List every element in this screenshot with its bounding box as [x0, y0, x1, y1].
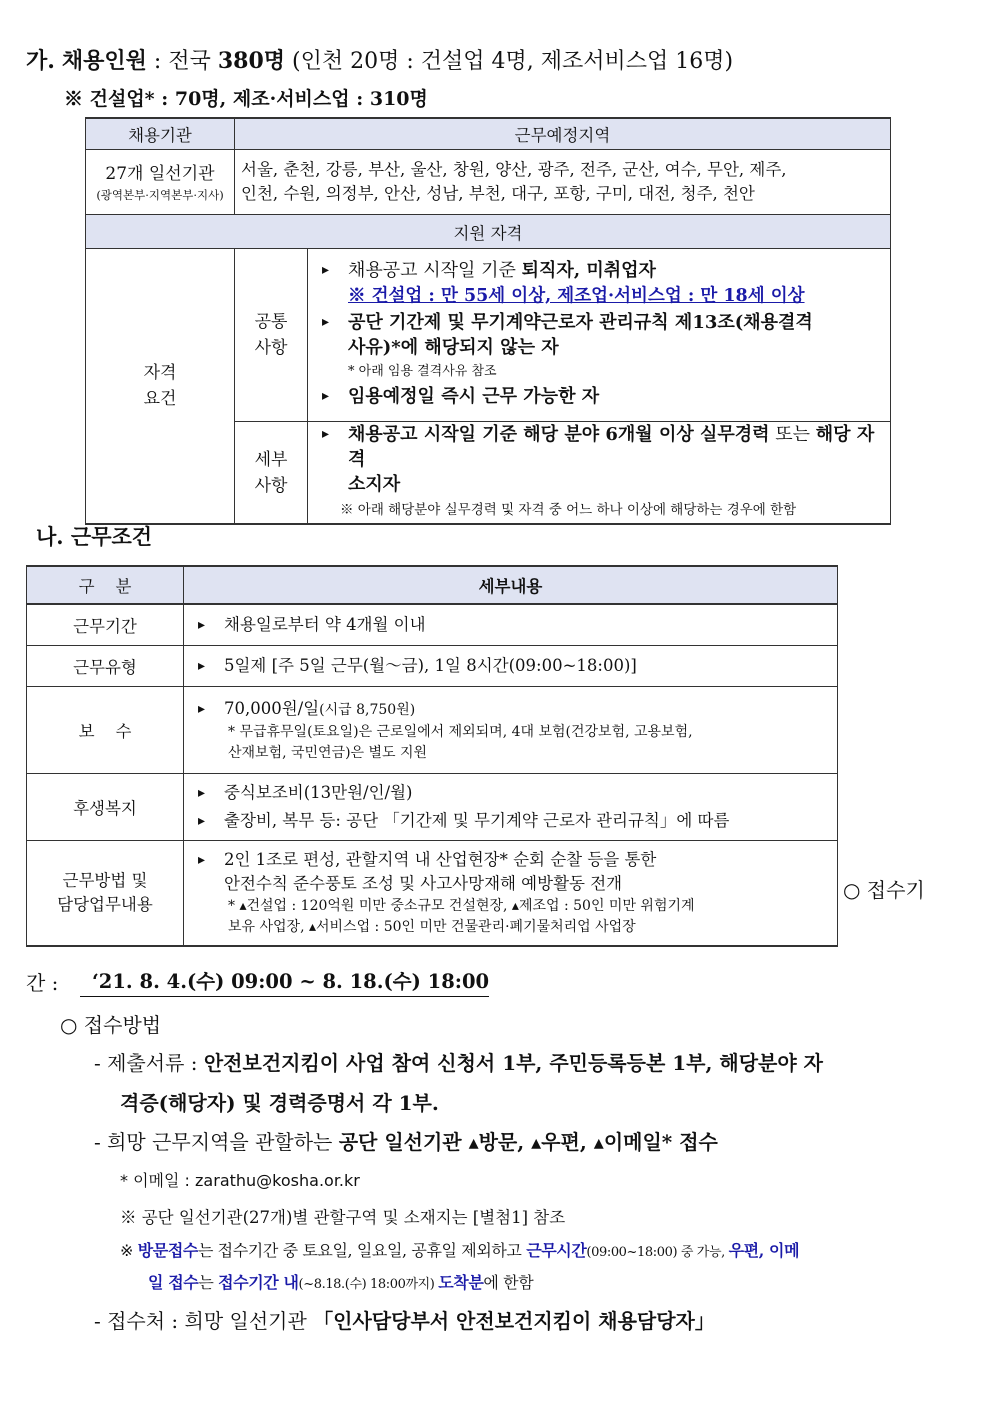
- period-cell: [184, 604, 838, 646]
- visit-note-end: 에 한함: [483, 1273, 534, 1292]
- place-prefix: - 접수처 : 희망 일선기관: [94, 1309, 314, 1333]
- docs-line-2: 격증(해당자) 및 경력증명서 각 1부.: [120, 1091, 439, 1115]
- visit-note-line-1: [120, 1238, 799, 1261]
- visit-note-text-3: 는: [198, 1273, 219, 1292]
- common-item-1-note: ※ 건설업 : 만 55세 이상, 제조업·서비스업 : 만 18세 이상: [348, 285, 805, 306]
- common-label-2: 사항: [254, 338, 288, 358]
- section-a-prefix: 가.: [26, 48, 55, 74]
- pay-hourly: (시급 8,750원): [319, 701, 416, 718]
- place-value: 「인사담당부서 안전보건지킴이 채용담당자」: [313, 1309, 715, 1333]
- email-line: [120, 1168, 360, 1191]
- work-conditions-table: [26, 565, 838, 947]
- detail-label: [235, 422, 308, 525]
- institution-label: 27개 일선기관: [105, 164, 215, 184]
- pay-cell: [184, 687, 838, 774]
- region-cell: [235, 150, 891, 215]
- detail-label-2: 사항: [254, 475, 288, 496]
- visit-note-hours: 근무시간: [526, 1241, 587, 1260]
- common-label-1: 공통: [254, 312, 288, 332]
- type-text: ▸ 5일제 [주 5일 근무(월～금), 1일 8시간(09:00~18:00)]: [224, 654, 829, 678]
- email-link[interactable]: zarathu@kosha.or.kr: [195, 1171, 360, 1190]
- apply-channels: 공단 일선기관 ▴방문, ▴우편, ▴이메일* 접수: [338, 1130, 718, 1154]
- common-item-1: [308, 258, 890, 283]
- detail-item-bold-2: 해당 자격: [348, 424, 875, 470]
- detail-item-bold: 채용공고 시작일 기준 해당 분야 6개월 이상 실무경력: [348, 424, 770, 445]
- requirements-label-1: 자격: [143, 363, 177, 383]
- reception-period-value: ‘21. 8. 4.(수) 09:00 ~ 8. 18.(수) 18:00: [80, 966, 489, 997]
- pay-item: [224, 697, 829, 722]
- method-line-2: 안전수칙 준수풍토 조성 및 사고사망재해 예방활동 전개: [224, 874, 623, 893]
- institution-cell: [86, 150, 235, 215]
- welfare-item-2: ▸ 출장비, 복무 등: 공단 「기간제 및 무기계약 근로자 관리규칙」에 따름: [224, 807, 829, 835]
- visit-note-deadline: (~8.18.(수) 18:00까지): [298, 1277, 439, 1292]
- method-cell: [184, 841, 838, 947]
- welfare-cell: [184, 774, 838, 841]
- visit-note-mail-2: 일 접수: [148, 1273, 199, 1292]
- recruitment-table: [85, 117, 891, 525]
- col-header-details: 세부내용: [184, 566, 838, 604]
- institution-sub: (광역본부·지역본부·지사): [96, 188, 224, 202]
- section-a-subnote: ※ 건설업* : 70명, 제조·서비스업 : 310명: [64, 88, 428, 110]
- pay-note: [224, 722, 829, 764]
- common-item-1-bold: 퇴직자, 미취업자: [521, 259, 656, 281]
- docs-prefix: - 제출서류 :: [94, 1051, 204, 1075]
- section-b-heading: 나. 근무조건: [36, 524, 153, 549]
- institution-note: ※ 공단 일선기관(27개)별 관할구역 및 소재지는 [별첨1] 참조: [120, 1208, 566, 1227]
- period-text: ▸ 채용일로부터 약 4개월 이내: [224, 613, 829, 637]
- detail-item-mid: 또는: [769, 424, 816, 445]
- detail-content: [308, 422, 891, 525]
- common-item-3: ▸ 임용예정일 즉시 근무 가능한 자: [308, 384, 890, 413]
- method-note-2: 보유 사업장, ▴서비스업 : 50인 미만 건물관리·폐기물처리업 사업장: [228, 919, 636, 935]
- qualification-header: 지원 자격: [86, 215, 891, 249]
- visit-note-mail: 우편, 이메: [728, 1241, 800, 1260]
- type-cell: [184, 646, 838, 687]
- common-item-2-line-2: 사유)*에 해당되지 않는 자: [348, 336, 559, 358]
- requirements-label-2: 요건: [143, 389, 177, 409]
- common-item-1-text: 채용공고 시작일 기준: [348, 259, 522, 281]
- pay-text: 70,000원/일: [224, 698, 320, 718]
- visit-note-visit: 방문접수: [137, 1241, 198, 1260]
- visit-note-within: 접수기간 내: [218, 1273, 299, 1292]
- common-item-2-line-1: ▸ 공단 기간제 및 무기계약근로자 관리규칙 제13조(채용결격: [348, 311, 813, 333]
- pay-note-2: 산재보험, 국민연금)은 별도 지원: [228, 744, 428, 761]
- email-label: * 이메일 :: [120, 1171, 196, 1190]
- method-label: [27, 841, 184, 947]
- col-header-institution: 채용기관: [86, 118, 235, 150]
- reception-period-prefix: 간 :: [26, 971, 59, 995]
- place-line: [94, 1305, 715, 1334]
- col-header-region: 근무예정지역: [235, 118, 891, 150]
- welfare-label: 후생복지: [27, 774, 184, 841]
- detail-label-1: 세부: [254, 449, 288, 470]
- section-a-text-1: : 전국: [146, 49, 218, 74]
- visit-note-mark: ※: [120, 1241, 138, 1260]
- regions-line-1: 서울, 춘천, 강릉, 부산, 울산, 창원, 양산, 광주, 전주, 군산, 여수, 무안, 제주,: [241, 160, 787, 179]
- method-label-1: 근무방법 및: [62, 871, 148, 890]
- apply-line: [94, 1126, 718, 1155]
- pay-note-1: * 무급휴무일(토요일)은 근로일에서 제외되며, 4대 보험(건강보험, 고용보험,: [228, 723, 693, 740]
- docs-line-1: [94, 1047, 823, 1076]
- docs-list-1: 안전보건지킴이 사업 참여 신청서 1부, 주민등록등본 1부, 해당분야 자: [203, 1051, 823, 1075]
- common-item-2-note: * 아래 임용 결격사유 참조: [348, 363, 497, 379]
- common-content: [308, 249, 891, 422]
- visit-note-line-2: [148, 1270, 533, 1293]
- detail-item-line-2: 소지자: [348, 474, 401, 495]
- pay-label: 보 수: [27, 687, 184, 774]
- visit-note-arrival: 도착분: [438, 1273, 484, 1292]
- reception-method-title: ○ 접수방법: [60, 1013, 162, 1037]
- common-label: [235, 249, 308, 422]
- period-label: 근무기간: [27, 604, 184, 646]
- detail-item-1: [308, 422, 890, 472]
- detail-note: ※ 아래 해당분야 실무경력 및 자격 중 어느 하나 이상에 해당하는 경우에 한함: [340, 502, 797, 518]
- method-note-1: * ▴건설업 : 120억원 미만 중소규모 건설현장, ▴제조업 : 50인 미만 위험기계: [228, 898, 695, 914]
- welfare-item-1: ▸ 중식보조비(13만원/인/월): [224, 779, 829, 807]
- method-label-2: 담당업무내용: [57, 895, 153, 914]
- method-note: [224, 896, 829, 938]
- apply-prefix: - 희망 근무지역을 관할하는: [94, 1130, 339, 1154]
- section-a-title: 채용인원: [61, 48, 147, 74]
- common-item-2: [308, 310, 890, 360]
- section-a-count: 380명: [217, 48, 286, 74]
- regions-line-2: 인천, 수원, 의정부, 안산, 성남, 부천, 대구, 포항, 구미, 대전, 청주, 천안: [241, 184, 755, 203]
- reception-period-title: ○ 접수기: [843, 878, 925, 902]
- section-a-text-2: (인천 20명 : 건설업 4명, 제조서비스업 16명): [285, 49, 734, 74]
- method-line-1: ▸ 2인 1조로 편성, 관할지역 내 산업현장* 순회 순찰 등을 통한: [224, 850, 657, 869]
- visit-note-text-2: (09:00~18:00) 중 가능,: [586, 1245, 729, 1260]
- col-header-category: 구 분: [27, 566, 184, 604]
- type-label: 근무유형: [27, 646, 184, 687]
- method-item: [224, 848, 829, 896]
- requirements-label: [86, 249, 235, 525]
- visit-note-text-1: 는 접수기간 중 토요일, 일요일, 공휴일 제외하고: [197, 1241, 527, 1260]
- section-a-heading: [26, 44, 733, 75]
